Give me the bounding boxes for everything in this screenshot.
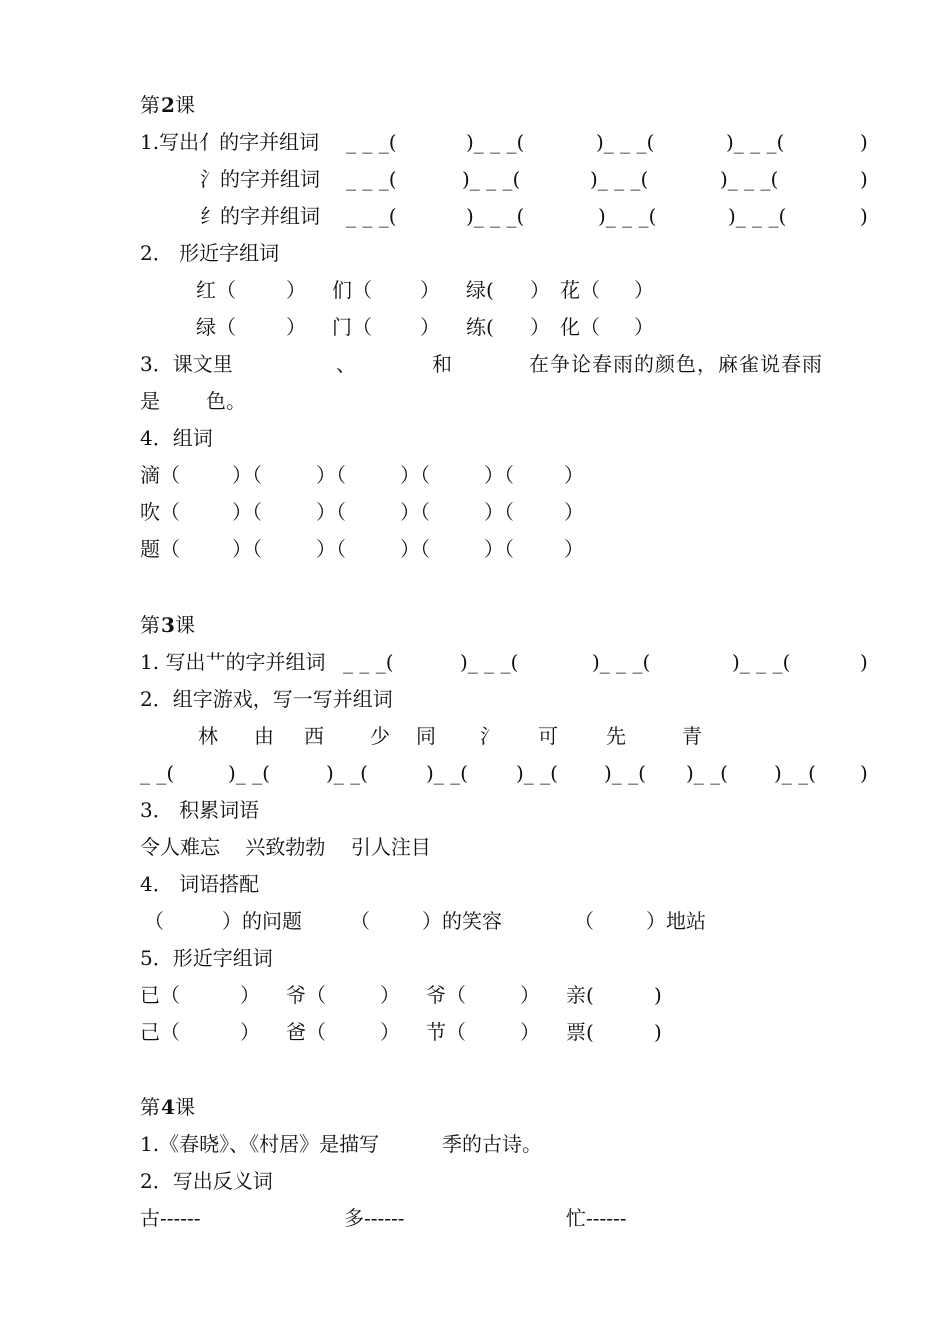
blank-cell: )_ _ _( [462, 167, 521, 191]
char-cell: ） [520, 1020, 540, 1044]
lesson-number: 3 [161, 613, 175, 637]
l4-q1-text-a: 1.《春晓》、《村居》是描写 [140, 1132, 380, 1156]
l2-q3-text-b: 在争论春雨的颜色，麻雀说春雨 [529, 352, 823, 376]
blank-cell: )_ _ _( [726, 130, 785, 154]
char-cell: 绿（ [196, 315, 236, 339]
l2-q4-label: 4．组词 [140, 426, 213, 450]
l2-q1-row3-label: 纟的字并组词 [200, 204, 320, 228]
l3-q4-label: 4． 词语搭配 [140, 872, 260, 896]
group-cell: ）（ [484, 500, 514, 524]
blank-cell: )_ _( [426, 761, 468, 785]
blank-cell: )_ _ _( [466, 130, 525, 154]
char-cell: 门（ [332, 315, 372, 339]
l2-q3-text-d: 色。 [206, 389, 246, 413]
lesson-suffix: 课 [175, 93, 195, 117]
lesson-prefix: 第 [140, 1095, 160, 1119]
blank-cell: )_ _ _( [592, 650, 651, 674]
blank-cell: )_ _ _( [598, 204, 657, 228]
group-cell: ）（ [400, 463, 430, 487]
blank-cell: _ _ _( [343, 650, 394, 674]
match-cell: （ [144, 909, 164, 933]
game-char: 西 [304, 724, 324, 748]
blank-cell: _ _ _( [346, 167, 397, 191]
blank-cell: ) [860, 204, 868, 228]
l4-q1-text-b: 季的古诗。 [442, 1132, 542, 1156]
match-cell: （ [350, 909, 370, 933]
l2-q1-row2-label: 氵的字并组词 [200, 167, 320, 191]
lesson-prefix: 第 [140, 93, 160, 117]
group-cell: 吹（ [140, 500, 180, 524]
blank-cell: )_ _ _( [732, 650, 791, 674]
group-cell: ）（ [232, 537, 262, 561]
char-cell: ） [520, 983, 540, 1007]
blank-cell: )_ _( [326, 761, 368, 785]
lesson-prefix: 第 [140, 613, 160, 637]
char-cell: 爷（ [286, 983, 326, 1007]
l2-q3-sep2: 和 [432, 352, 452, 376]
char-cell: ） [240, 1020, 260, 1044]
char-cell: ） [380, 1020, 400, 1044]
char-cell: ） [286, 315, 306, 339]
char-cell: 爷（ [426, 983, 466, 1007]
blank-cell: _ _( [140, 761, 175, 785]
l2-q1-label: 1.写出亻的字并组词 [140, 130, 320, 154]
antonym-item: 古------ [140, 1206, 201, 1230]
group-cell: ）（ [316, 500, 346, 524]
blank-cell: )_ _ _( [460, 650, 519, 674]
char-cell: ） [420, 278, 440, 302]
blank-cell: )_ _ _( [590, 167, 649, 191]
group-cell: ） [564, 537, 584, 561]
match-cell: ）的问题 [222, 909, 302, 933]
char-cell: 练( [466, 315, 494, 339]
lesson-number: 2 [161, 93, 175, 117]
blank-cell: )_ _( [604, 761, 646, 785]
char-cell: ) [654, 983, 662, 1007]
group-cell: ） [564, 500, 584, 524]
char-cell: 节（ [426, 1020, 466, 1044]
group-cell: ） [564, 463, 584, 487]
char-cell: ) [654, 1020, 662, 1044]
match-cell: ）的笑容 [422, 909, 502, 933]
blank-cell: )_ _( [516, 761, 558, 785]
l3-q2-label: 2．组字游戏，写一写并组词 [140, 687, 393, 711]
group-cell: ）（ [316, 463, 346, 487]
game-char: 少 [370, 724, 390, 748]
game-char: 青 [682, 724, 702, 748]
match-cell: ）地站 [646, 909, 706, 933]
group-cell: ）（ [232, 500, 262, 524]
l4-q2-label: 2．写出反义词 [140, 1169, 273, 1193]
blank-cell: ) [860, 130, 868, 154]
l2-q3-sep1: 、 [336, 352, 356, 376]
l3-q3-label: 3． 积累词语 [140, 798, 260, 822]
group-cell: ）（ [400, 500, 430, 524]
char-cell: ） [286, 278, 306, 302]
group-cell: ）（ [484, 463, 514, 487]
lesson-suffix: 课 [175, 1095, 195, 1119]
l2-q2-label: 2． 形近字组词 [140, 241, 280, 265]
game-char: 同 [416, 724, 436, 748]
group-cell: ）（ [484, 537, 514, 561]
char-cell: 己（ [140, 1020, 180, 1044]
group-cell: ）（ [316, 537, 346, 561]
game-char: 可 [538, 724, 558, 748]
lesson-suffix: 课 [175, 613, 195, 637]
game-char: 先 [606, 724, 626, 748]
char-cell: ） [530, 278, 550, 302]
blank-cell: )_ _ _( [728, 204, 787, 228]
char-cell: ） [420, 315, 440, 339]
char-cell: 亲( [566, 983, 594, 1007]
game-char: 由 [254, 724, 274, 748]
lesson-number: 4 [161, 1095, 175, 1119]
char-cell: ） [380, 983, 400, 1007]
antonym-item: 忙------ [566, 1206, 627, 1230]
char-cell: 花（ [560, 278, 600, 302]
match-cell: （ [574, 909, 594, 933]
l3-q1-label: 1. 写出艹的字并组词 [140, 650, 326, 674]
game-char: 林 [198, 724, 218, 748]
group-cell: 滴（ [140, 463, 180, 487]
blank-cell: )_ _ _( [466, 204, 525, 228]
blank-cell: _ _ _( [346, 204, 397, 228]
blank-cell: )_ _( [228, 761, 270, 785]
char-cell: ） [530, 315, 550, 339]
blank-cell: )_ _ _( [596, 130, 655, 154]
blank-cell: ) [860, 761, 868, 785]
char-cell: ） [634, 315, 654, 339]
group-cell: ）（ [400, 537, 430, 561]
blank-cell: _ _ _( [346, 130, 397, 154]
antonym-item: 多------ [344, 1206, 405, 1230]
char-cell: 绿( [466, 278, 494, 302]
blank-cell: )_ _( [774, 761, 816, 785]
char-cell: 化（ [560, 315, 600, 339]
blank-cell: )_ _( [686, 761, 728, 785]
l3-q5-label: 5．形近字组词 [140, 946, 273, 970]
blank-cell: )_ _ _( [720, 167, 779, 191]
l2-q3-text-c: 是 [140, 389, 160, 413]
char-cell: 们（ [332, 278, 372, 302]
char-cell: ） [634, 278, 654, 302]
group-cell: 题（ [140, 537, 180, 561]
char-cell: 票( [566, 1020, 594, 1044]
char-cell: 红（ [196, 278, 236, 302]
group-cell: ）（ [232, 463, 262, 487]
blank-cell: ) [860, 650, 868, 674]
l2-q3-text-a: 3．课文里 [140, 352, 233, 376]
char-cell: ） [240, 983, 260, 1007]
blank-cell: ) [860, 167, 868, 191]
char-cell: 已（ [140, 983, 180, 1007]
l3-q3-words: 令人难忘 兴致勃勃 引人注目 [140, 835, 431, 859]
game-char: 氵 [480, 724, 500, 748]
char-cell: 爸（ [286, 1020, 326, 1044]
